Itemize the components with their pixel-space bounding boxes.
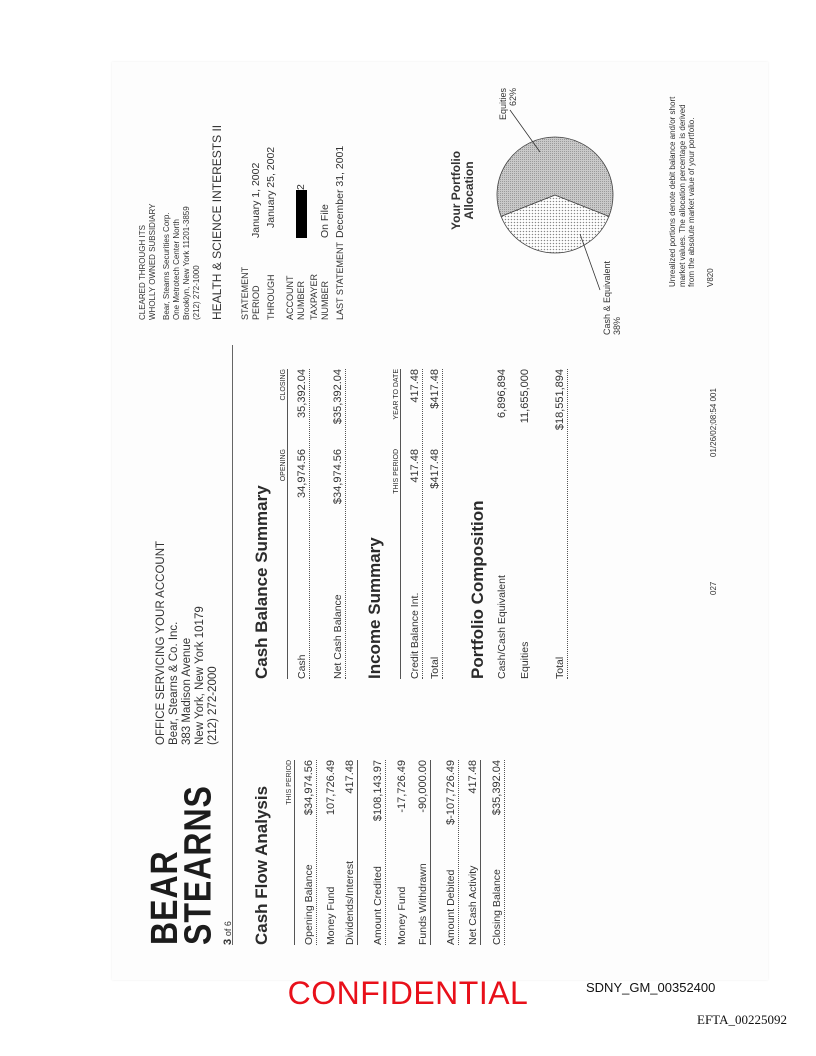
- account-name: HEALTH & SCIENCE INTERESTS II: [210, 124, 224, 320]
- cash-flow-row: [303, 760, 317, 945]
- income-col-headers: THIS PERIOD YEAR TO DATE: [393, 369, 401, 679]
- cash-flow-row-value: -90,000.00: [417, 760, 429, 813]
- allocation-footnote: Unrealized portions denote debit balance and/or short market values. The allocation percentage is derived from the absolute market value of your portfolio.: [668, 96, 696, 287]
- confidential-stamp: CONFIDENTIAL: [287, 975, 529, 1011]
- cash-flow-row-label: Amount Credited: [372, 866, 384, 945]
- portfolio-composition: [468, 369, 568, 679]
- bates-number: SDNY_GM_00352400: [586, 980, 716, 995]
- cash-flow-row-value: $108,143.97: [372, 760, 384, 822]
- cash-flow-row-label: Closing Balance: [491, 869, 503, 945]
- income-summary: [365, 369, 443, 679]
- cash-flow-row-value: -17,726.49: [396, 760, 408, 813]
- portfolio-row-label: Total: [554, 656, 566, 679]
- footer-page-code: 027: [709, 581, 718, 595]
- pie-label-equities: Equities 62%: [498, 87, 518, 120]
- chart-title: Your Portfolio Allocation: [449, 150, 476, 230]
- cash-balance-row-closing: 35,392.04: [296, 369, 308, 418]
- portfolio-rows: [496, 369, 568, 679]
- cash-flow-analysis: [252, 760, 505, 945]
- cash-flow-row-label: Net Cash Activity: [467, 865, 479, 945]
- income-row: [429, 369, 443, 679]
- footnote-code: V820: [706, 268, 715, 287]
- income-rows: [409, 369, 443, 679]
- cash-flow-row: [445, 760, 459, 945]
- portfolio-row-value: 6,896,894: [496, 369, 508, 418]
- income-row-label: Total: [429, 656, 441, 679]
- portfolio-row: [554, 369, 568, 679]
- clearing-address: CLEARED THROUGH ITS WHOLLY OWNED SUBSIDIARY Bear, Stearns Securities Corp. One Metrotech Center North Brooklyn, New York 11201-3859 (212) 272-1000: [138, 203, 201, 320]
- redacted-account-number: [296, 190, 307, 238]
- office-address: OFFICE SERVICING YOUR ACCOUNT Bear, Stearns & Co. Inc. 383 Madison Avenue New York, New York 10179 (212) 272-2000: [155, 540, 219, 745]
- cash-flow-row-value: $-107,726.49: [445, 760, 457, 825]
- income-row-label: Credit Balance Int.: [409, 592, 421, 679]
- income-row-period: $417.48: [429, 449, 441, 489]
- cash-flow-row-label: Opening Balance: [303, 864, 315, 945]
- cash-flow-row: [372, 760, 386, 945]
- portfolio-row-label: Cash/Cash Equivalent: [496, 575, 508, 679]
- cash-flow-row-label: Funds Withdrawn: [417, 863, 429, 945]
- cash-flow-col-header: THIS PERIOD: [286, 760, 295, 945]
- statement-details: STATEMENT PERIODJanuary 1, 2002 THROUGHJanuary 25, 2002 ACCOUNT NUMBER2 TAXPAYER NUMBEROn File LAST STATEMENTDecember 31, 2001: [240, 145, 346, 320]
- cash-balance-row-label: Net Cash Balance: [332, 594, 344, 679]
- portfolio-row-value: 11,655,000: [519, 369, 531, 424]
- portfolio-row: [496, 369, 509, 679]
- income-row-period: 417.48: [409, 449, 421, 483]
- cash-flow-row-label: Dividends/Interest: [344, 860, 356, 945]
- efta-number: EFTA_00225092: [697, 1012, 787, 1027]
- cash-flow-row-label: Money Fund: [396, 886, 408, 945]
- pie-label-cash: Cash & Equivalent 38%: [602, 260, 622, 335]
- cash-flow-row-value: $35,392.04: [491, 760, 503, 816]
- cash-balance-row: [296, 369, 310, 679]
- income-title: Income Summary: [365, 537, 384, 679]
- cash-flow-title: Cash Flow Analysis: [252, 785, 271, 945]
- cash-balance-summary: [252, 369, 346, 679]
- cash-balance-row-opening: 34,974.56: [296, 449, 308, 498]
- cash-balance-title: Cash Balance Summary: [252, 485, 271, 679]
- cash-balance-row-label: Cash: [296, 654, 308, 679]
- cash-balance-rows: [296, 369, 346, 679]
- cash-balance-col-headers: OPENING CLOSING: [280, 369, 288, 679]
- cash-flow-row-value: $34,974.56: [303, 760, 315, 816]
- portfolio-title: Portfolio Composition: [468, 500, 487, 679]
- bear-stearns-logo: BEAR STEARNS: [142, 785, 219, 945]
- cash-flow-row: [467, 760, 481, 945]
- portfolio-row-value: $18,551,894: [554, 369, 566, 431]
- cash-flow-row-value: 417.48: [467, 760, 479, 794]
- cash-flow-row: [325, 760, 338, 945]
- cash-balance-row-closing: $35,392.04: [332, 369, 344, 425]
- header-rule: [232, 345, 233, 945]
- footer-run-stamp: 01/26/02;08:54 001: [709, 388, 718, 457]
- cash-flow-row: [491, 760, 505, 945]
- cash-balance-row-opening: $34,974.56: [332, 449, 344, 505]
- income-row: [409, 369, 423, 679]
- page-number: 3 of 6: [222, 921, 234, 945]
- portfolio-row: [519, 369, 532, 679]
- cash-flow-row: [396, 760, 409, 945]
- cash-flow-rows: [303, 760, 505, 945]
- cash-flow-row-label: Amount Debited: [445, 869, 457, 945]
- income-row-ytd: 417.48: [409, 369, 421, 403]
- income-row-ytd: $417.48: [429, 369, 441, 409]
- cash-flow-row-value: 417.48: [344, 760, 356, 794]
- cash-flow-row: [344, 760, 358, 945]
- cash-balance-row: [332, 369, 346, 679]
- cash-flow-row-label: Money Fund: [325, 886, 337, 945]
- portfolio-row-label: Equities: [519, 641, 531, 679]
- cash-flow-row: [417, 760, 431, 945]
- cash-flow-row-value: 107,726.49: [325, 760, 337, 816]
- statement-rotated: [120, 75, 760, 975]
